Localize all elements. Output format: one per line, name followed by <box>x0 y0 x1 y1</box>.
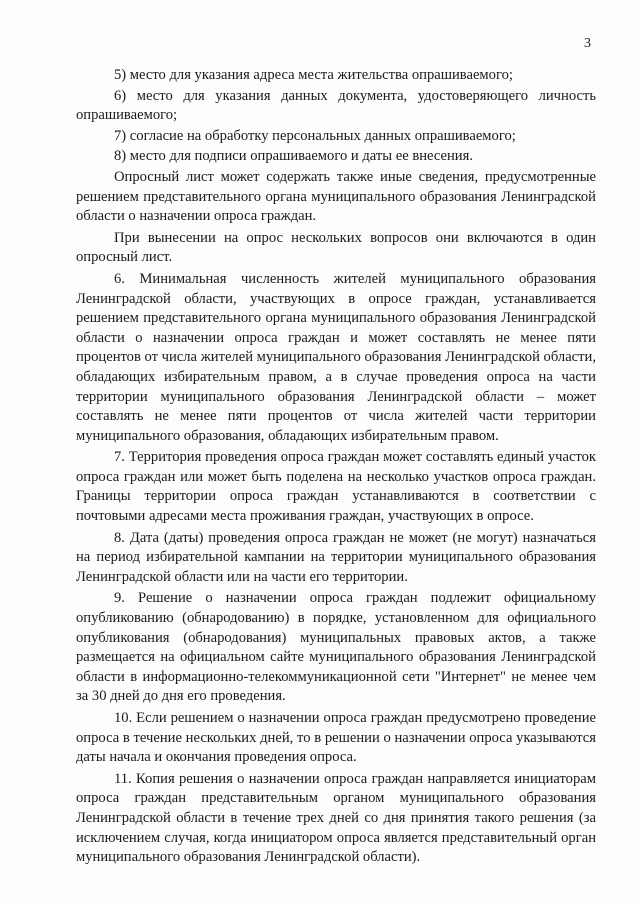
paragraph-section-8: 8. Дата (даты) проведения опроса граждан не может (не могут) назначаться на период избирательной кампании на территории муниципального образования Ленинградской области или на части его территории. <box>76 529 596 585</box>
paragraph-section-10: 10. Если решением о назначении опроса граждан предусмотрено проведение опроса в течение нескольких дней, то в решении о назначении опроса указываются даты начала и окончания проведения опроса. <box>76 710 596 766</box>
paragraph-section-9: 9. Решение о назначении опроса граждан подлежит официальному опубликованию (обнародованию) в порядке, установленном для официального опубликования (обнародования) муниципальных правовых актов, а также размещается на официальном сайте муниципального образования Ленинградской области в информационно-телекоммуникационной сети "Интернет" не менее чем за 30 дней до дня его проведения. <box>76 590 596 705</box>
paragraph-section-6: 6. Минимальная численность жителей муниципального образования Ленинградской области, участвующих в опросе граждан, устанавливается решением представительного органа муниципального образования Ленинградской области о назначении опроса граждан и может составлять не менее пяти процентов от числа жителей муниципального образования Ленинградской области, обладающих избирательным правом, а в случае проведения опроса на части территории муниципального образования Ленинградской области – может составлять не менее пяти процентов от числа жителей части территории муниципального образования, обладающих избирательным правом. <box>76 270 596 444</box>
paragraph-item-8: 8) место для подписи опрашиваемого и даты ее внесения. <box>114 148 473 165</box>
paragraph-section-11: 11. Копия решения о назначении опроса граждан направляется инициаторам опроса граждан представительным органом муниципального образования Ленинградской области в течение трех дней со дня принятия такого решения (за исключением случая, когда инициатором опроса является представительный орган муниципального образования Ленинградской области). <box>76 770 596 866</box>
page-number: 3 <box>584 36 591 51</box>
paragraph-multiple-questions: При вынесении на опрос нескольких вопросов они включаются в один опросный лист. <box>76 229 596 266</box>
paragraph-additional-info: Опросный лист может содержать также иные сведения, предусмотренные решением представительного органа муниципального образования Ленинградской области о назначении опроса граждан. <box>76 168 596 225</box>
document-body <box>76 66 596 869</box>
paragraph-item-5: 5) место для указания адреса места жительства опрашиваемого; <box>114 67 513 83</box>
paragraph-item-7: 7) согласие на обработку персональных данных опрашиваемого; <box>114 127 516 144</box>
paragraph-item-6: 6) место для указания данных документа, удостоверяющего личность опрашиваемого; <box>76 87 596 124</box>
paragraph-section-7: 7. Территория проведения опроса граждан может составлять единый участок опроса граждан или может быть поделена на несколько участков опроса граждан. Границы территории опроса граждан устанавливаются в соответствии с почтовыми адресами места проживания граждан, участвующих в опросе. <box>76 449 596 525</box>
